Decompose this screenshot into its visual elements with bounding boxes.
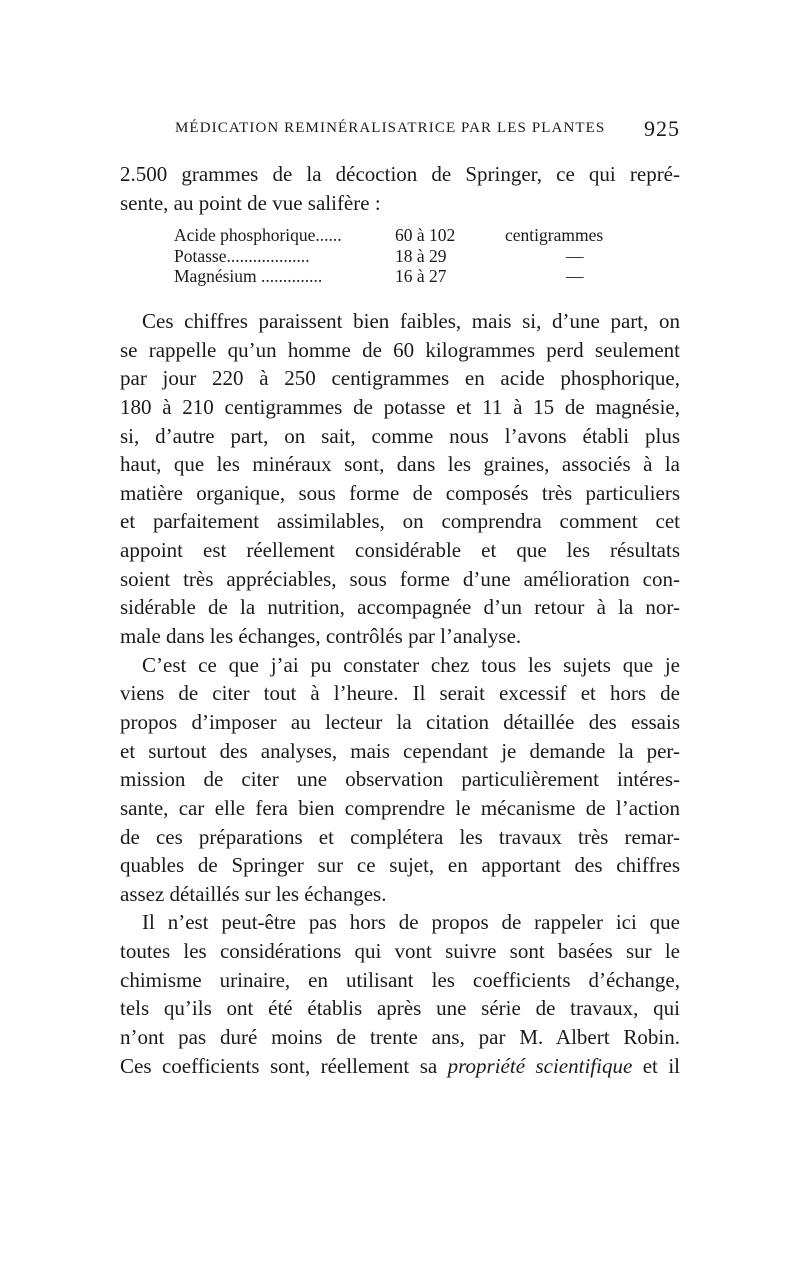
table-label: Potasse................... [174, 245, 310, 266]
text-line: Ces chiffres paraissent bien faibles, mais si, d’une part, on [142, 309, 680, 333]
table-range: 60 à 102 [395, 225, 456, 245]
text-line: si, d’autre part, on sait, comme nous l’avons établi plus [120, 423, 680, 448]
mineral-table [174, 225, 634, 287]
text-line: chimisme urinaire, en utilisant les coefficients d’échange, [120, 967, 680, 992]
text-line: 2.500 grammes de la décoction de Springer, ce qui repré- [120, 162, 680, 186]
text-line: matière organique, sous forme de composés très particuliers [120, 480, 680, 505]
text-line: C’est ce que j’ai pu constater chez tous les sujets que je [142, 652, 680, 677]
table-unit: — [566, 266, 584, 286]
text-line: propos d’imposer au lecteur la citation détaillée des essais [120, 709, 680, 734]
text-line: mission de citer une observation particulièrement intéres- [120, 767, 680, 792]
text-line: se rappelle qu’un homme de 60 kilogrammes perd seulement [120, 337, 680, 362]
table-label: Acide phosphorique...... [174, 225, 342, 245]
paragraph-1 [120, 307, 680, 651]
intro-paragraph [120, 160, 680, 217]
table-range: 18 à 29 [395, 245, 447, 266]
text-line: sidérable de la nutrition, accompagnée d’un retour à la nor- [120, 595, 680, 620]
running-title: MÉDICATION REMINÉRALISATRICE PAR LES PLANTES [175, 120, 606, 136]
text-line: n’ont pas duré moins de trente ans, par M. Albert Robin. [120, 1025, 680, 1050]
paragraph-2 [120, 651, 680, 909]
text-line-with-italic [120, 1052, 680, 1081]
text-line: appoint est réellement considérable et que les résultats [120, 538, 680, 563]
text-line: Il n’est peut-être pas hors de propos de rappeler ici que [142, 910, 680, 935]
text-line: et parfaitement assimilables, on comprendra comment cet [120, 509, 680, 534]
table-label: Magnésium .............. [174, 266, 323, 286]
table-row [174, 266, 634, 287]
text-line: quables de Springer sur ce sujet, en apportant des chiffres [120, 853, 680, 878]
body-text [120, 307, 680, 1080]
text-line: par jour 220 à 250 centigrammes en acide phosphorique, [120, 366, 680, 391]
text-line: toutes les considérations qui vont suivre sont basées sur le [120, 939, 680, 964]
text-fragment: Ces coefficients sont, réellement sa [120, 1053, 448, 1078]
text-line: assez détaillés sur les échanges. [120, 881, 387, 906]
text-line: de ces préparations et complétera les travaux très remar- [120, 824, 680, 849]
table-unit: centigrammes [505, 225, 604, 245]
paragraph-3 [120, 908, 680, 1080]
table-row [174, 225, 634, 246]
text-line: 180 à 210 centigrammes de potasse et 11 à 15 de magnésie, [120, 394, 680, 419]
text-line: et surtout des analyses, mais cependant je demande la per- [120, 738, 680, 763]
text-line: sante, car elle fera bien comprendre le mécanisme de l’action [120, 795, 680, 820]
text-line: soient très appréciables, sous forme d’une amélioration con- [120, 566, 680, 591]
page-number: 925 [644, 116, 680, 141]
table-row [174, 246, 634, 267]
text-fragment: et il [632, 1053, 681, 1078]
text-line: viens de citer tout à l’heure. Il serait excessif et hors de [120, 681, 680, 706]
text-line: sente, au point de vue salifère : [120, 190, 381, 215]
text-line: tels qu’ils ont été établis après une série de travaux, qui [120, 996, 680, 1021]
table-unit: — [566, 245, 584, 266]
text-line: haut, que les minéraux sont, dans les graines, associés à la [120, 452, 680, 477]
running-head [120, 116, 680, 144]
text-line: male dans les échanges, contrôlés par l’analyse. [120, 624, 522, 649]
italic-phrase: propriété scientifique [447, 1053, 633, 1078]
table-range: 16 à 27 [395, 266, 447, 286]
